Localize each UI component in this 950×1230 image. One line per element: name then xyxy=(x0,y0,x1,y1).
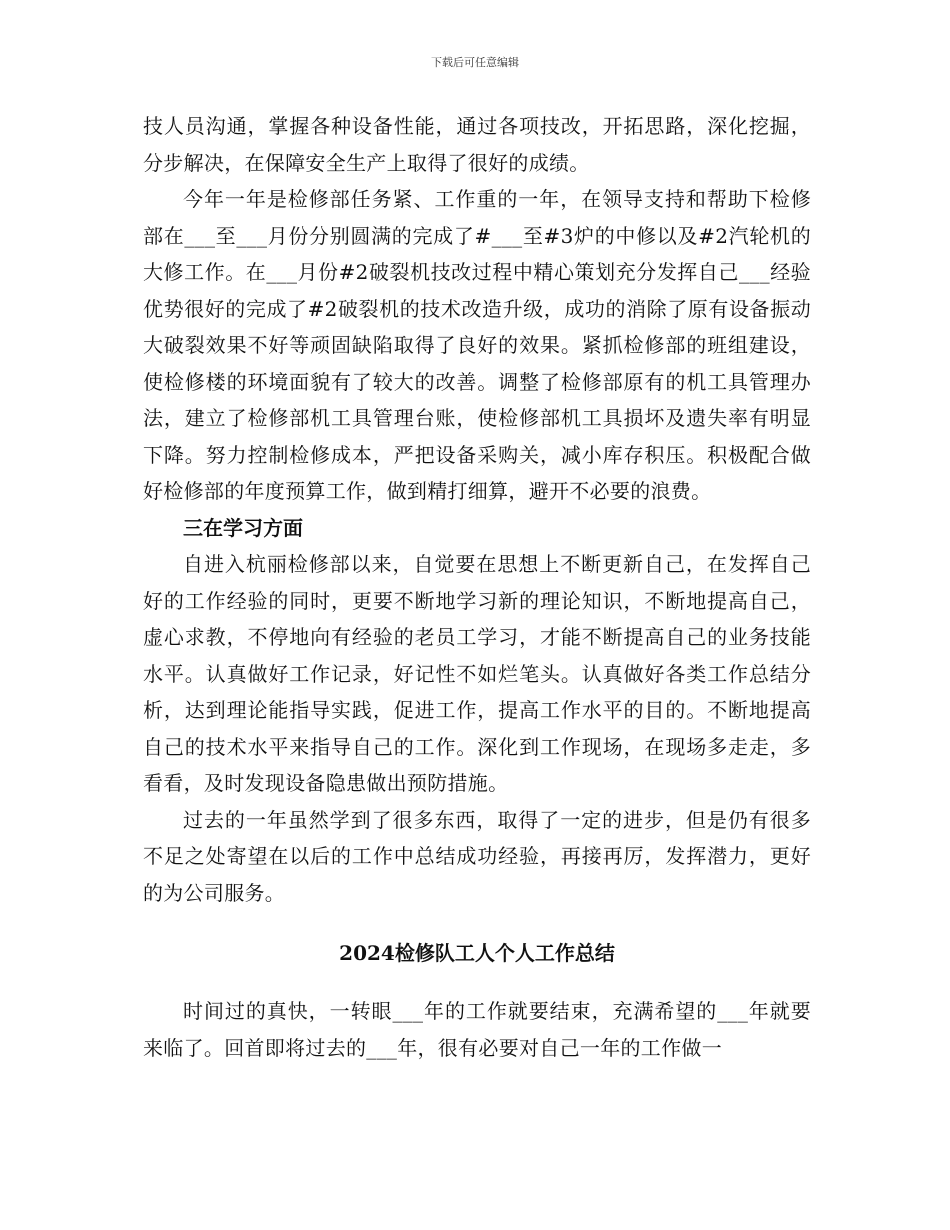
document-body xyxy=(143,108,811,1066)
page-header: 下载后可任意编辑 xyxy=(431,56,519,69)
maintenance-work-paragraph: 今年一年是检修部任务紧、工作重的一年，在领导支持和帮助下检修部在___至___月份分别圆满的完成了#___至#3炉的中修以及#2汽轮机的大修工作。在___月份#2破裂机技改过程中精心策划充分发挥自己___经验优势很好的完成了#2破裂机的技术改造升级，成功的消除了原有设备振动大破裂效果不好等顽固缺陷取得了良好的效果。紧抓检修部的班组建设，使检修楼的环境面貌有了较大的改善。调整了检修部原有的机工具管理办法，建立了检修部机工具管理台账，使检修部机工具损坏及遗失率有明显下降。努力控制检修成本，严把设备采购关，减小库存积压。积极配合做好检修部的年度预算工作，做到精打细算，避开不必要的浪费。 xyxy=(143,187,811,503)
section-heading-study: 三在学习方面 xyxy=(183,515,303,540)
intro-paragraph: 时间过的真快，一转眼___年的工作就要结束，充满希望的___年就要来临了。回首即将过去的___年，很有必要对自己一年的工作做一 xyxy=(143,999,811,1060)
document-title: 2024检修队工人个人工作总结 xyxy=(339,941,615,965)
continued-paragraph: 技人员沟通，掌握各种设备性能，通过各项技改，开拓思路，深化挖掘，分步解决，在保障安全生产上取得了很好的成绩。 xyxy=(143,114,811,175)
reflection-paragraph: 过去的一年虽然学到了很多东西，取得了一定的进步，但是仍有很多不足之处寄望在以后的工作中总结成功经验，再接再厉，发挥潜力，更好的为公司服务。 xyxy=(143,807,811,905)
study-paragraph: 自进入杭丽检修部以来，自觉要在思想上不断更新自己，在发挥自己好的工作经验的同时，更要不断地学习新的理论知识，不断地提高自己，虚心求教，不停地向有经验的老员工学习，才能不断提高自己的业务技能水平。认真做好工作记录，好记性不如烂笔头。认真做好各类工作总结分析，达到理论能指导实践，促进工作，提高工作水平的目的。不断地提高自己的技术水平来指导自己的工作。深化到工作现场，在现场多走走，多看看，及时发现设备隐患做出预防措施。 xyxy=(143,552,811,795)
